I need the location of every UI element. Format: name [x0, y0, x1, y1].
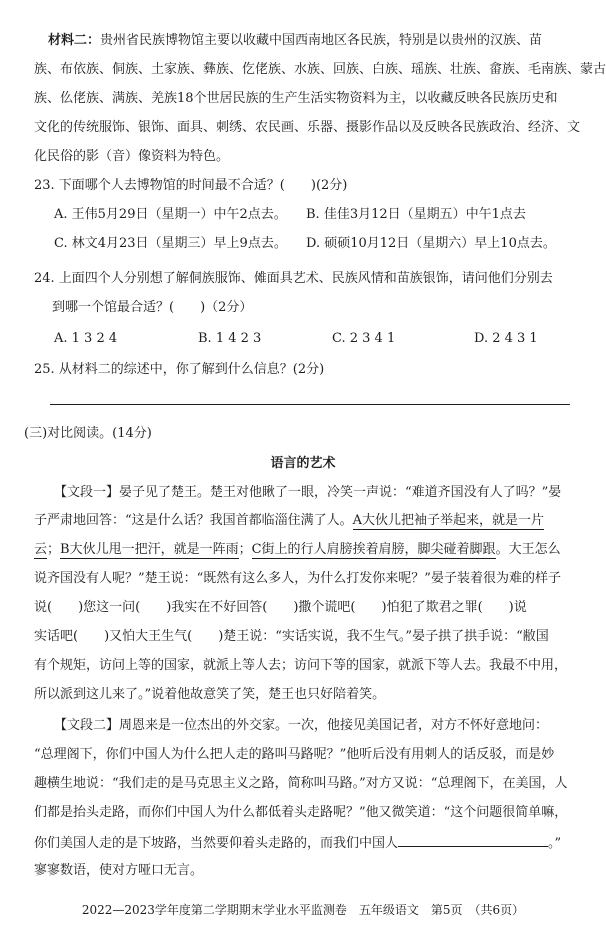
- sentence-a: A大伙儿把袖子举起来，就是一片: [352, 513, 545, 528]
- q24-option-d: D. 2 4 3 1: [474, 331, 538, 346]
- para1-line-7: 有个规矩，访问上等的国家，就派上等人去；访问下等的国家，就派下等人去。我最不中用，: [34, 658, 568, 673]
- sentence-b: B大伙儿甩一把汗，就是一阵雨: [60, 542, 239, 557]
- fill-in-blank[interactable]: [398, 834, 548, 847]
- q25-stem: 25. 从材料二的综述中，你了解到什么信息？(2分): [34, 362, 325, 377]
- para2-line-3: 趣横生地说：“我们走的是马克思主义之路，简称叫马路。”对方又说：“总理阁下，在美国，人: [34, 776, 568, 791]
- q24-option-b: B. 1 4 2 3: [198, 331, 262, 346]
- passage-title: 语言的艺术: [270, 456, 336, 471]
- q24-option-c: C. 2 3 4 1: [332, 331, 396, 346]
- q23-stem: 23. 下面哪个人去博物馆的时间最不合适？( )(2分): [34, 178, 348, 193]
- material2-line-2: 族、布依族、侗族、土家族、彝族、仡佬族、水族、回族、白族、瑶族、壮族、畲族、毛南族、蒙古: [34, 62, 606, 77]
- para1-line-8: 所以派到这儿来了。”说着他故意笑了笑，楚王也只好陪着笑。: [34, 687, 386, 702]
- para1-line-1: 【文段一】晏子见了楚王。楚王对他瞅了一眼，冷笑一声说：“难道齐国没有人了吗？”晏: [54, 485, 562, 500]
- q23-option-c: C. 林文4月23日（星期三）早上9点去。: [54, 236, 287, 251]
- para2-line-2: “总理阁下，你们中国人为什么把人走的路叫马路呢？”他听后没有用刺人的话反驳，而是妙: [34, 747, 555, 762]
- q23-option-a: A. 王伟5月29日（星期一）中午2点去。: [54, 207, 287, 222]
- q23-option-d: D. 硕硕10月12日（星期六）早上10点去。: [306, 236, 556, 251]
- material2-line-1: 材料二：贵州省民族博物馆主要以收藏中国西南地区各民族，特别是以贵州的汉族、苗: [48, 33, 543, 48]
- section3-heading: (三)对比阅读。(14分): [24, 426, 152, 441]
- para1-line-4: 说齐国没有人呢？”楚王说：“既然有这么多人，为什么打发你来呢？”晏子装着很为难的样子: [34, 571, 561, 586]
- material2-label: 材料二：: [48, 33, 101, 48]
- para1-line-3: 云；B大伙儿甩一把汗，就是一阵雨；C街上的行人肩膀挨着肩膀，脚尖碰着脚跟。大王怎么: [34, 542, 561, 557]
- q24-stem-2: 到哪一个馆最合适？( )（2分）: [52, 300, 253, 315]
- para1-line-2: 子严肃地回答：“这是什么话？我国首都临淄住满了人。A大伙儿把袖子举起来，就是一片: [34, 513, 545, 528]
- page-footer: 2022—2023学年度第二学期期末学业水平监测卷 五年级语文 第5页 （共6页）: [81, 903, 525, 917]
- material2-line-4: 文化的传统服饰、银饰、面具、刺绣、农民画、乐器、摄影作品以及反映各民族政治、经济、文: [34, 120, 581, 135]
- sentence-c: C街上的行人肩膀挨着肩膀，脚尖碰着脚跟: [251, 542, 496, 557]
- para2-line-6: 寥寥数语，使对方哑口无言。: [34, 863, 204, 878]
- q24-stem-1: 24. 上面四个人分别想了解侗族服饰、傩面具艺术、民族风情和苗族银饰，请问他们分别去: [34, 271, 553, 286]
- para2-line-1: 【文段二】周恩来是一位杰出的外交家。一次，他接见美国记者，对方不怀好意地问：: [54, 718, 549, 733]
- material2-line-3: 族、仫佬族、满族、羌族18个世居民族的生产生活实物资料为主，以收藏反映各民族历史和: [34, 91, 558, 106]
- answer-line: [50, 404, 570, 405]
- para1-line-5: 说( )您这一问( )我实在不好回答( )撒个谎吧( )怕犯了欺君之罪( )说: [34, 600, 527, 615]
- q24-option-a: A. 1 3 2 4: [54, 331, 118, 346]
- para1-line-6: 实话吧( )又怕大王生气( )楚王说：“实话实说，我不生气。”晏子拱了拱手说：“敝国: [34, 629, 549, 644]
- para2-line-4: 们都是抬头走路，而你们中国人为什么都低着头走路呢？”他又微笑道：“这个问题很简单嘛，: [34, 805, 568, 820]
- para2-line-5: 你们美国人走的是下坡路，当然要仰着头走路的，而我们中国人 。”: [34, 836, 562, 851]
- q23-option-b: B. 佳佳3月12日（星期五）中午1点去: [306, 207, 526, 222]
- material2-line-5: 化民俗的影（音）像资料为特色。: [34, 149, 230, 164]
